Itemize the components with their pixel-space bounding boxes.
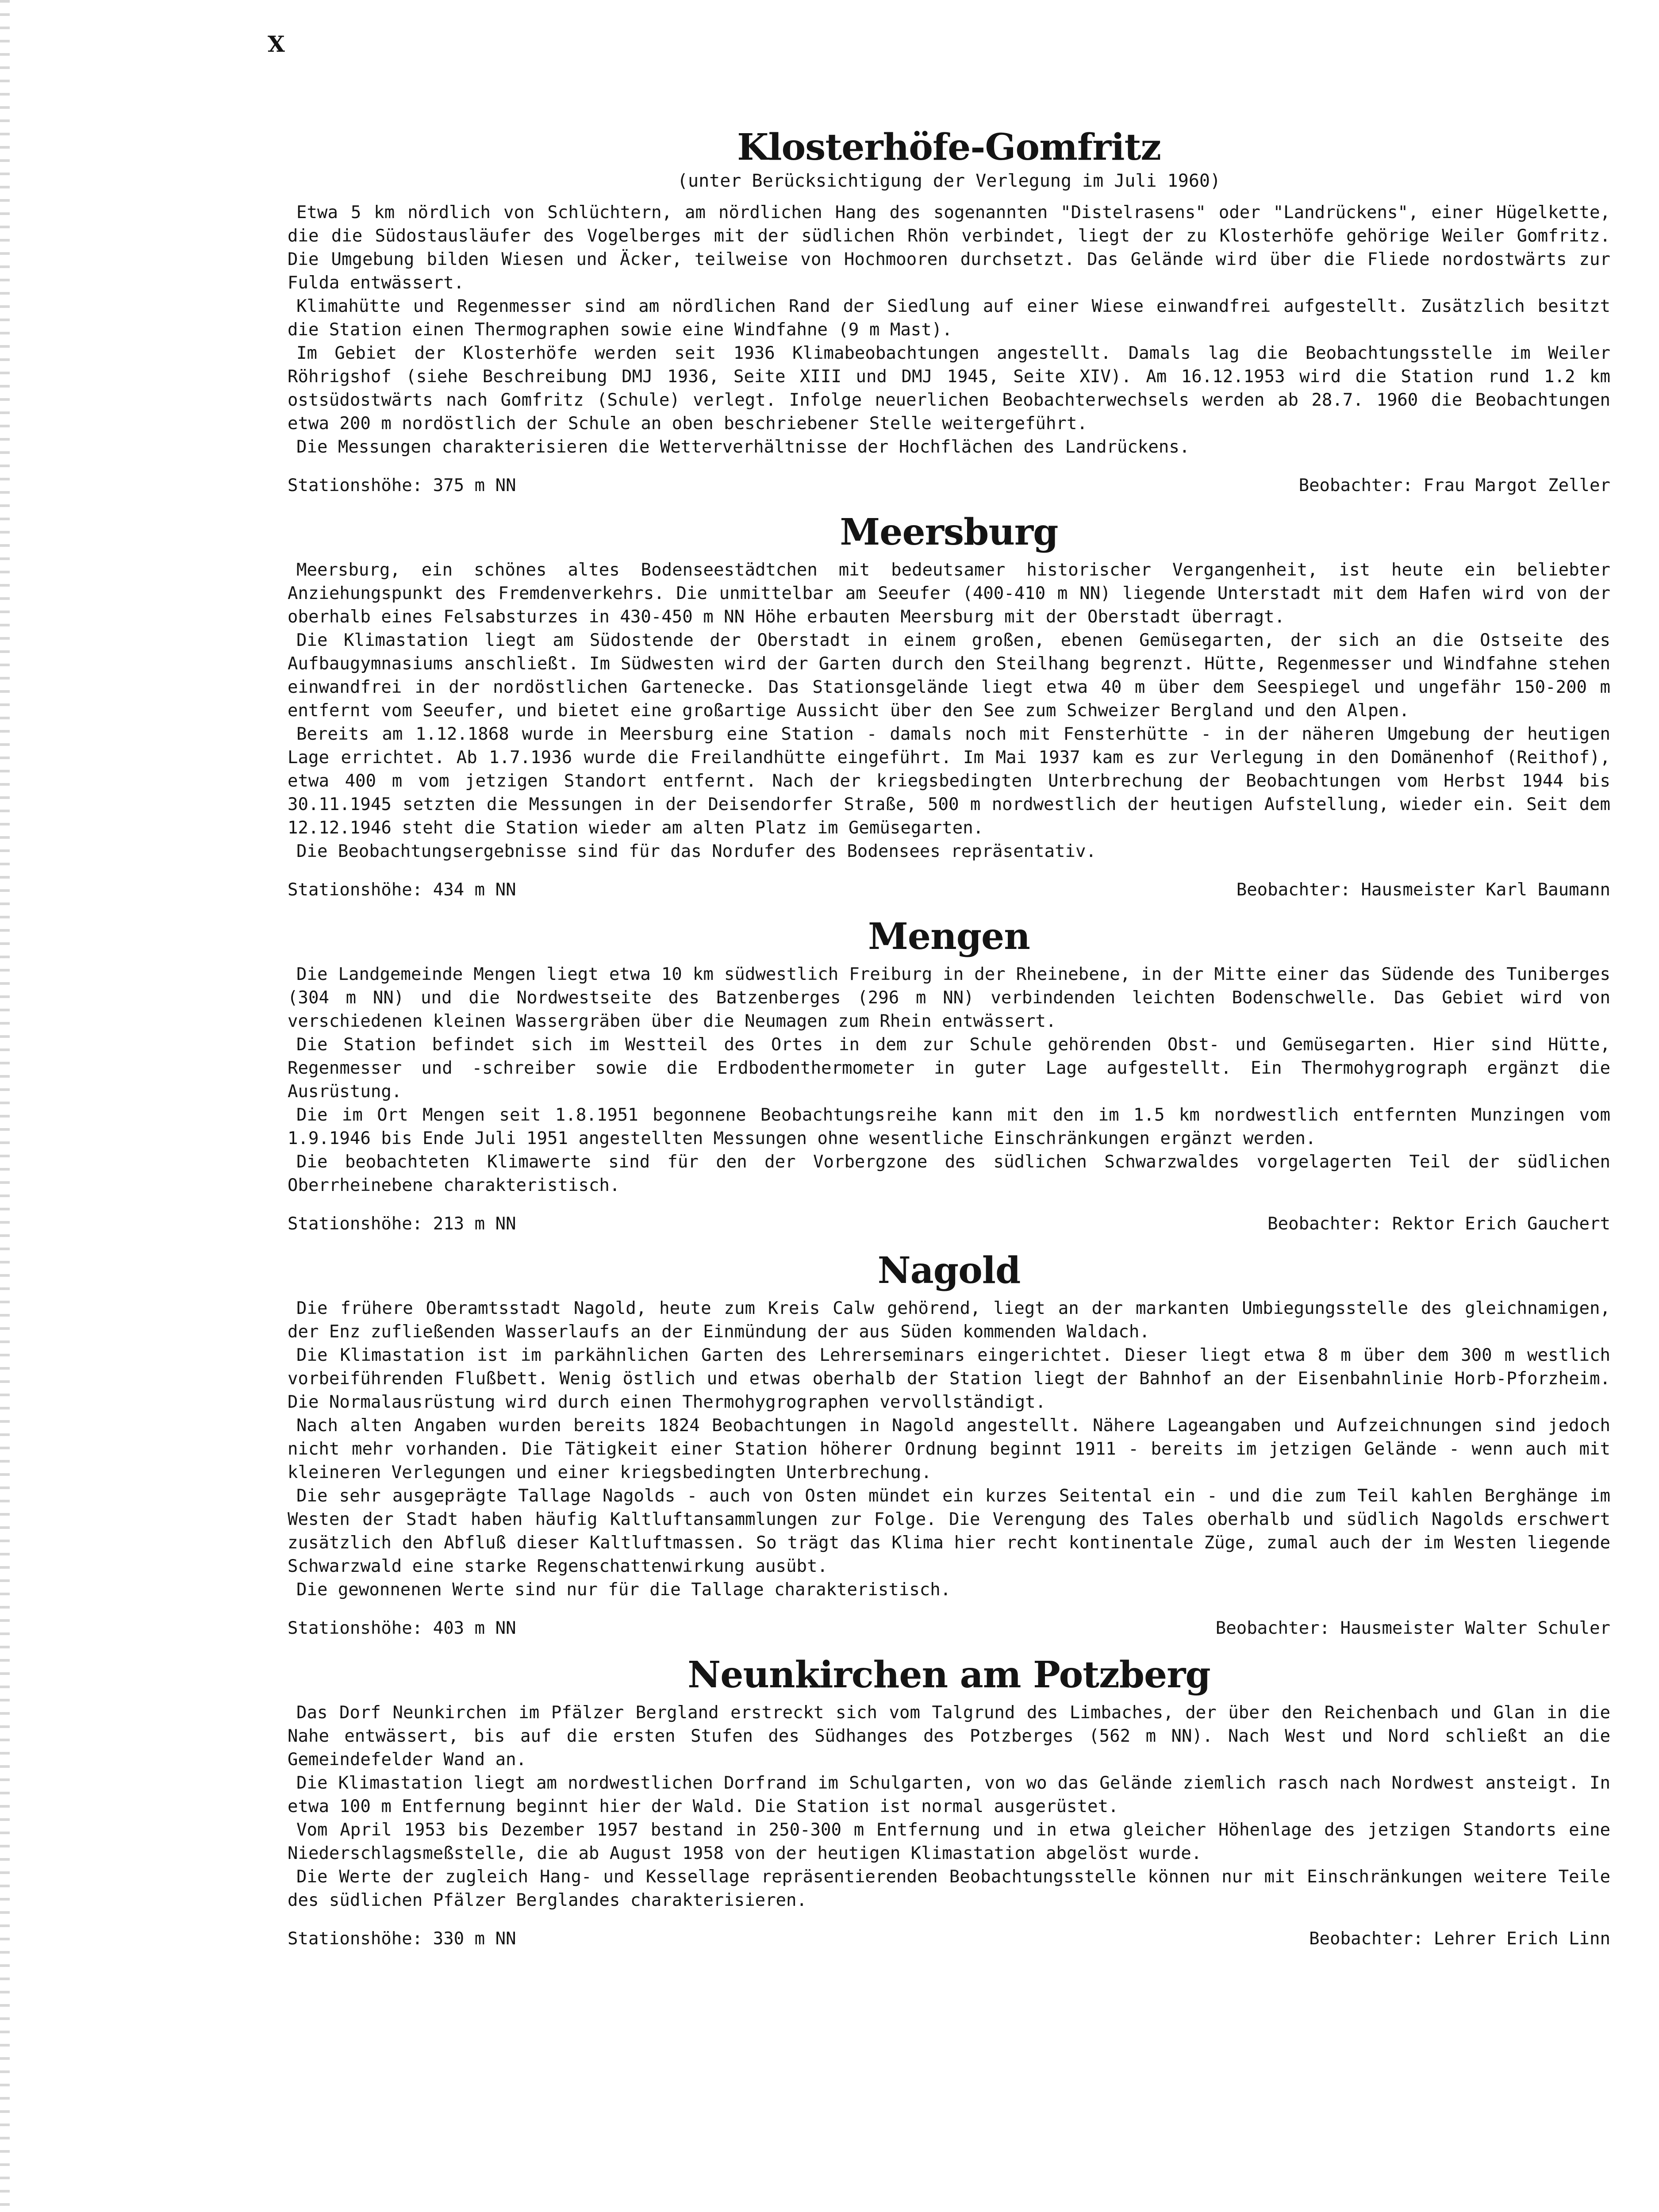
paragraph: Vom April 1953 bis Dezember 1957 bestand in 250-300 m Entfernung und in etwa gleicher Höhenlage des jetzigen Standorts eine Niederschlagsmeßstelle, die ab August 1958 von der heutigen Klimastation abgelöst wurde. xyxy=(288,1820,1610,1864)
paragraph: Nach alten Angaben wurden bereits 1824 Beobachtungen in Nagold angestellt. Nähere Lageangaben und Aufzeichnungen sind jedoch nicht mehr vorhanden. Die Tätigkeit einer Station höherer Ordnung beginnt 1911 - bereits im jetzigen Gelände - wenn auch mit kleineren Verlegungen und einer kriegsbedingten Unterbrechung. xyxy=(288,1416,1610,1483)
section-footer xyxy=(288,1927,1610,1951)
paragraph: Die im Ort Mengen seit 1.8.1951 begonnene Beobachtungsreihe kann mit den im 1.5 km nordwestlich entfernten Munzingen vom 1.9.1946 bis Ende Juli 1951 angestellten Messungen ohne wesentliche Einschränkungen ergänzt werden. xyxy=(288,1105,1610,1149)
section-footer xyxy=(288,1212,1610,1236)
section-nagold xyxy=(288,1249,1610,1640)
paragraph: Die gewonnenen Werte sind nur für die Tallage charakteristisch. xyxy=(296,1580,951,1600)
paragraph: Die Werte der zugleich Hang- und Kessellage repräsentierenden Beobachtungsstelle können nur mit Einschränkungen weitere Teile des südlichen Pfälzer Berglandes charakterisieren. xyxy=(288,1867,1610,1911)
observer: Beobachter: Lehrer Erich Linn xyxy=(1309,1929,1610,1949)
paragraph: Klimahütte und Regenmesser sind am nördlichen Rand der Siedlung auf einer Wiese einwandfrei aufgestellt. Zusätzlich besitzt die Station einen Thermographen sowie eine Windfahne (9 m Mast). xyxy=(288,296,1610,340)
section-meersburg xyxy=(288,513,1610,902)
station-height: Stationshöhe: 375 m NN xyxy=(288,476,516,496)
paragraph: Die beobachteten Klimawerte sind für den der Vorbergzone des südlichen Schwarzwaldes vorgelagerten Teil der südlichen Oberrheinebene charakteristisch. xyxy=(288,1152,1610,1196)
section-klosterhoefe-gomfritz xyxy=(288,128,1610,497)
paragraph: Die Station befindet sich im Westteil des Ortes in dem zur Schule gehörenden Obst- und Gemüsegarten. Hier sind Hütte, Regenmesser und -schreiber sowie die Erdbodenthermometer in guter Lage aufgestellt. Ein Thermohygrograph ergänzt die Ausrüstung. xyxy=(288,1035,1610,1102)
section-subtitle: (unter Berücksichtigung der Verlegung im Juli 1960) xyxy=(677,171,1221,192)
section-title: Neunkirchen am Potzberg xyxy=(687,1654,1210,1697)
station-height: Stationshöhe: 213 m NN xyxy=(288,1214,516,1234)
station-height: Stationshöhe: 403 m NN xyxy=(288,1618,516,1639)
scan-edge-artifact xyxy=(0,0,10,2212)
section-title: Meersburg xyxy=(840,511,1058,554)
section-title: Klosterhöfe-Gomfritz xyxy=(737,126,1161,169)
paragraph: Die Landgemeinde Mengen liegt etwa 10 km südwestlich Freiburg in der Rheinebene, in der Mitte einer das Südende des Tuniberges (304 m NN) und die Nordwestseite des Batzenberges (296 m NN) verbindenden leichten Bodenschwelle. Das Gebiet wird von verschiedenen kleinen Wassergräben über die Neumagen zum Rhein entwässert. xyxy=(288,964,1610,1032)
paragraph: Die Klimastation ist im parkähnlichen Garten des Lehrerseminars eingerichtet. Dieser liegt etwa 8 m über dem 300 m westlich vorbeiführenden Flußbett. Wenig östlich und etwas oberhalb der Station liegt der Bahnhof an der Eisenbahnlinie Horb-Pforzheim. Die Normalausrüstung wird durch einen Thermohygrographen vervollständigt. xyxy=(288,1345,1610,1413)
paragraph: Etwa 5 km nördlich von Schlüchtern, am nördlichen Hang des sogenannten "Distelrasens" oder "Landrückens", einer Hügelkette, die die Südostausläufer des Vogelberges mit der südlichen Rhön verbindet, liegt der zu Klosterhöfe gehörige Weiler Gomfritz. Die Umgebung bilden Wiesen und Äcker, teilweise von Hochmooren durchsetzt. Das Gelände wird über die Fliede nordostwärts zur Fulda entwässert. xyxy=(288,203,1610,293)
observer: Beobachter: Frau Margot Zeller xyxy=(1298,476,1610,496)
paragraph: Die Klimastation liegt am nordwestlichen Dorfrand im Schulgarten, von wo das Gelände ziemlich rasch nach Nordwest ansteigt. In etwa 100 m Entfernung beginnt hier der Wald. Die Station ist normal ausgerüstet. xyxy=(288,1773,1610,1817)
section-neunkirchen-am-potzberg xyxy=(288,1656,1610,1951)
paragraph: Die Klimastation liegt am Südostende der Oberstadt in einem großen, ebenen Gemüsegarten, der sich an die Ostseite des Aufbaugymnasiums anschließt. Im Südwesten wird der Garten durch den Steilhang begrenzt. Hütte, Regenmesser und Windfahne stehen einwandfrei in der nordöstlichen Gartenecke. Das Stationsgelände liegt etwa 40 m über dem Seespiegel und ungefähr 150-200 m entfernt vom Seeufer, und bietet eine großartige Aussicht über den See zum Schweizer Bergland und den Alpen. xyxy=(288,630,1610,721)
station-descriptions xyxy=(288,128,1610,1966)
observer: Beobachter: Rektor Erich Gauchert xyxy=(1267,1214,1610,1234)
paragraph: Im Gebiet der Klosterhöfe werden seit 1936 Klimabeobachtungen angestellt. Damals lag die Beobachtungsstelle im Weiler Röhrigshof (siehe Beschreibung DMJ 1936, Seite XIII und DMJ 1945, Seite XIV). Am 16.12.1953 wird die Station rund 1.2 km ostsüdostwärts nach Gomfritz (Schule) verlegt. Infolge neuerlichen Beobachterwechsels werden ab 28.7. 1960 die Beobachtungen etwa 200 m nordöstlich der Schule an oben beschriebener Stelle weitergeführt. xyxy=(288,343,1610,434)
paragraph: Das Dorf Neunkirchen im Pfälzer Bergland erstreckt sich vom Talgrund des Limbaches, der über den Reichenbach und Glan in die Nahe entwässert, bis auf die ersten Stufen des Südhanges des Potzberges (562 m NN). Nach West und Nord schließt an die Gemeindefelder Wand an. xyxy=(288,1703,1610,1770)
page-number: X xyxy=(268,31,285,57)
section-footer xyxy=(288,1617,1610,1640)
section-footer xyxy=(288,878,1610,902)
paragraph: Die Beobachtungsergebnisse sind für das Nordufer des Bodensees repräsentativ. xyxy=(296,841,1096,862)
station-height: Stationshöhe: 434 m NN xyxy=(288,880,516,900)
paragraph: Meersburg, ein schönes altes Bodenseestädtchen mit bedeutsamer historischer Vergangenheit, ist heute ein beliebter Anziehungspunkt des Fremdenverkehrs. Die unmittelbar am Seeufer (400-410 m NN) liegende Unterstadt mit dem Hafen wird von der oberhalb eines Felsabsturzes in 430-450 m NN Höhe erbauten Meersburg mit der Oberstadt überragt. xyxy=(288,560,1610,627)
station-height: Stationshöhe: 330 m NN xyxy=(288,1929,516,1949)
observer: Beobachter: Hausmeister Karl Baumann xyxy=(1236,880,1610,900)
paragraph: Bereits am 1.12.1868 wurde in Meersburg eine Station - damals noch mit Fensterhütte - in der näheren Umgebung der heutigen Lage errichtet. Ab 1.7.1936 wurde die Freilandhütte eingeführt. Im Mai 1937 kam es zur Verlegung in den Domänenhof (Reithof), etwa 400 m vom jetzigen Standort entfernt. Nach der kriegsbedingten Unterbrechung der Beobachtungen vom Herbst 1944 bis 30.11.1945 setzten die Messungen in der Deisendorfer Straße, 500 m nordwestlich der heutigen Aufstellung, wieder ein. Seit dem 12.12.1946 steht die Station wieder am alten Platz im Gemüsegarten. xyxy=(288,724,1610,838)
section-title: Mengen xyxy=(868,915,1030,958)
section-footer xyxy=(288,474,1610,497)
paragraph: Die Messungen charakterisieren die Wetterverhältnisse der Hochflächen des Landrückens. xyxy=(296,437,1190,457)
paragraph: Die frühere Oberamtsstadt Nagold, heute zum Kreis Calw gehörend, liegt an der markanten Umbiegungsstelle des gleichnamigen, der Enz zufließenden Wasserlaufs an der Einmündung der aus Süden kommenden Waldach. xyxy=(288,1298,1610,1342)
section-mengen xyxy=(288,915,1610,1236)
paragraph: Die sehr ausgeprägte Tallage Nagolds - auch von Osten mündet ein kurzes Seitental ein - und die zum Teil kahlen Berghänge im Westen der Stadt haben häufig Kaltluftansammlungen zur Folge. Die Verengung des Tales oberhalb und südlich Nagolds erschwert zusätzlich den Abfluß dieser Kaltluftmassen. So trägt das Klima hier recht kontinentale Züge, zumal auch der im Westen liegende Schwarzwald eine starke Regenschattenwirkung ausübt. xyxy=(288,1486,1610,1577)
observer: Beobachter: Hausmeister Walter Schuler xyxy=(1215,1618,1610,1639)
section-title: Nagold xyxy=(877,1249,1021,1292)
